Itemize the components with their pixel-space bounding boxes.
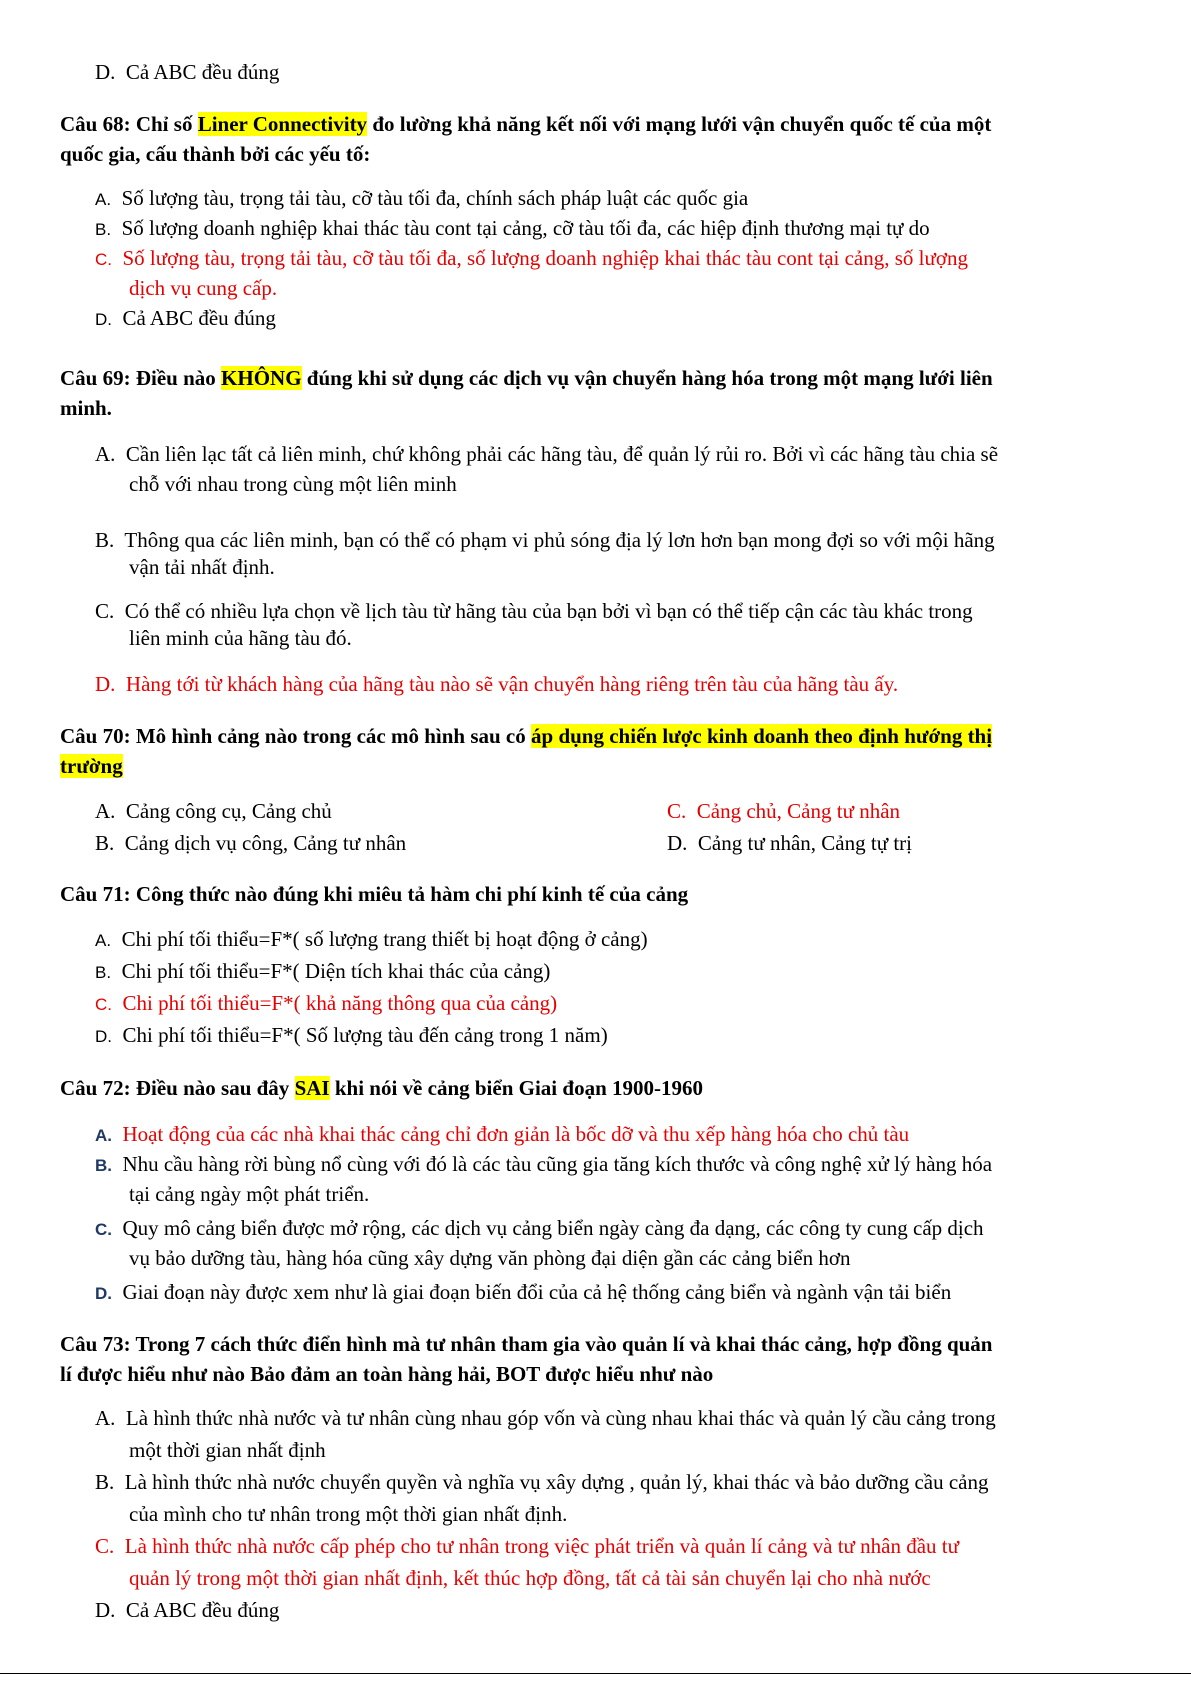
highlighted-text: áp dụng chiến lược kinh doanh theo định hướng thị — [531, 724, 993, 748]
question-73-option-c-cont: quản lý trong một thời gian nhất định, kết thúc hợp đồng, tất cả tài sản chuyển lại cho nhà nước — [129, 1566, 931, 1590]
option-text: Cần liên lạc tất cả liên minh, chứ không phải các hãng tàu, để quản lý rủi ro. Bởi vì các hãng tàu chia sẽ — [125, 442, 999, 466]
option-text: Là hình thức nhà nước chuyển quyền và nghĩa vụ xây dựng , quản lý, khai thác và bảo dưỡng cầu cảng — [124, 1470, 989, 1494]
option-label: C. — [667, 799, 687, 823]
option-text: Có thể có nhiều lựa chọn về lịch tàu từ hãng tàu của bạn bởi vì bạn có thể tiếp cận các tàu khác trong — [124, 599, 973, 623]
question-72-option-a-answer — [95, 1120, 909, 1150]
question-69-option-d-answer — [95, 670, 898, 698]
highlighted-text: KHÔNG — [221, 366, 302, 390]
option-text: Cảng dịch vụ công, Cảng tư nhân — [124, 831, 407, 855]
question-72-option-b — [95, 1150, 992, 1180]
option-label: A. — [95, 442, 116, 466]
question-71-title: Câu 71: Công thức nào đúng khi miêu tả hàm chi phí kinh tế của cảng — [60, 882, 689, 906]
question-73-title: Câu 73: Trong 7 cách thức điển hình mà tư nhân tham gia vào quản lí và khai thác cảng, hợp đồng quản — [60, 1332, 993, 1356]
option-label: A. — [95, 190, 112, 209]
option-label: A. — [95, 799, 116, 823]
highlighted-text: Liner Connectivity — [197, 112, 368, 136]
prev-question-option-d — [95, 58, 279, 86]
option-text: Hoạt động của các nhà khai thác cảng chỉ đơn giản là bốc dỡ và thu xếp hàng hóa cho chủ tàu — [122, 1122, 910, 1146]
option-label: D. — [95, 1027, 112, 1046]
question-71-option-c-answer — [95, 989, 557, 1019]
question-71-option-a — [95, 925, 648, 955]
question-73-option-a — [95, 1404, 996, 1432]
question-73-option-d — [95, 1596, 279, 1624]
option-label: C. — [95, 995, 112, 1014]
option-label: D. — [95, 672, 116, 696]
question-70-option-d — [667, 829, 912, 857]
question-70-option-c-answer — [667, 797, 900, 825]
question-text: đo lường khả năng kết nối với mạng lưới vận chuyển quốc tế của một — [367, 112, 992, 136]
option-label: B. — [95, 1470, 115, 1494]
question-68-option-d — [95, 304, 276, 334]
question-68-option-c-cont: dịch vụ cung cấp. — [129, 276, 278, 300]
question-69-title — [60, 364, 993, 392]
question-69-option-a-cont: chỗ với nhau trong cùng một liên minh — [129, 472, 457, 496]
option-label: B. — [95, 831, 115, 855]
question-68-option-c-answer — [95, 244, 968, 274]
question-71-option-b — [95, 957, 550, 987]
question-72-option-c — [95, 1214, 984, 1244]
question-73-option-a-cont: một thời gian nhất định — [129, 1438, 326, 1462]
question-68-option-b — [95, 214, 930, 244]
highlighted-text: trường — [60, 754, 123, 778]
option-text: Giai đoạn này được xem như là giai đoạn biến đổi của cả hệ thống cảng biển và ngành vận tải biển — [122, 1280, 952, 1304]
option-text: Số lượng tàu, trọng tải tàu, cỡ tàu tối đa, số lượng doanh nghiệp khai thác tàu cont tại cảng, số lượng — [122, 246, 968, 270]
option-label: A. — [95, 1126, 112, 1145]
option-text: Thông qua các liên minh, bạn có thể có phạm vi phủ sóng địa lý lơn hơn bạn mong đợi so với mội hãng — [124, 528, 995, 552]
option-text: Số lượng tàu, trọng tải tàu, cỡ tàu tối đa, chính sách pháp luật các quốc gia — [121, 186, 749, 210]
option-text: Chi phí tối thiểu=F*( Diện tích khai thác của cảng) — [121, 959, 551, 983]
question-text: khi nói về cảng biển Giai đoạn 1900-1960 — [329, 1076, 703, 1100]
question-71-option-d — [95, 1021, 608, 1051]
question-70-title-cont — [60, 752, 123, 780]
option-label: D. — [95, 1598, 116, 1622]
option-label: B. — [95, 1156, 112, 1175]
question-69-option-b-cont: vận tải nhất định. — [129, 555, 275, 579]
question-72-option-d — [95, 1278, 951, 1308]
question-68-title — [60, 110, 991, 138]
option-label: D. — [95, 310, 112, 329]
option-label: B. — [95, 963, 112, 982]
question-72-option-c-cont: vụ bảo dưỡng tàu, hàng hóa cũng xây dựng văn phòng đại diện gần các cảng biển hơn — [129, 1246, 851, 1270]
question-text: đúng khi sử dụng các dịch vụ vận chuyển hàng hóa trong một mạng lưới liên — [301, 366, 993, 390]
option-text: Cả ABC đều đúng — [125, 1598, 280, 1622]
question-69-title-cont: minh. — [60, 396, 112, 420]
option-label: A. — [95, 931, 112, 950]
question-69-option-c — [95, 597, 973, 625]
option-text: Chi phí tối thiểu=F*( Số lượng tàu đến cảng trong 1 năm) — [122, 1023, 608, 1047]
option-text: Chi phí tối thiểu=F*( số lượng trang thiết bị hoạt động ở cảng) — [121, 927, 648, 951]
option-text: Số lượng doanh nghiệp khai thác tàu cont tại cảng, cỡ tàu tối đa, các hiệp định thương mại tự do — [121, 216, 930, 240]
option-label: D. — [95, 60, 116, 84]
option-label: C. — [95, 1534, 115, 1558]
option-text: Là hình thức nhà nước cấp phép cho tư nhân trong việc phát triển và quản lí cảng và tư nhân đầu tư — [124, 1534, 960, 1558]
option-text: Nhu cầu hàng rời bùng nổ cùng với đó là các tàu cũng gia tăng kích thước và công nghệ xử lý hàng hóa — [122, 1152, 993, 1176]
question-text: Câu 70: Mô hình cảng nào trong các mô hình sau có — [60, 724, 532, 748]
option-text: Là hình thức nhà nước và tư nhân cùng nhau góp vốn và cùng nhau khai thác và quản lý cầu cảng trong — [125, 1406, 996, 1430]
question-text: Câu 68: Chỉ số — [60, 112, 198, 136]
option-text: Cảng tư nhân, Cảng tự trị — [697, 831, 912, 855]
option-text: Cảng công cụ, Cảng chủ — [125, 799, 332, 823]
question-73-option-b — [95, 1468, 989, 1496]
option-label: D. — [95, 1284, 112, 1303]
question-72-option-b-cont: tại cảng ngày một phát triển. — [129, 1182, 370, 1206]
question-70-title — [60, 722, 992, 750]
question-72-title — [60, 1074, 703, 1102]
option-label: A. — [95, 1406, 116, 1430]
option-label: C. — [95, 1220, 112, 1239]
option-text: Cả ABC đều đúng — [125, 60, 280, 84]
question-68-title-cont: quốc gia, cấu thành bởi các yếu tố: — [60, 142, 371, 166]
question-69-option-b — [95, 526, 995, 554]
question-text: Câu 72: Điều nào sau đây — [60, 1076, 295, 1100]
question-text: Câu 69: Điều nào — [60, 366, 222, 390]
option-text: Chi phí tối thiểu=F*( khả năng thông qua của cảng) — [122, 991, 558, 1015]
option-text: Quy mô cảng biển được mở rộng, các dịch vụ cảng biển ngày càng đa dạng, các công ty cung cấp dịch — [122, 1216, 984, 1240]
question-73-option-c-answer — [95, 1532, 959, 1560]
option-label: D. — [667, 831, 688, 855]
question-73-option-b-cont: của mình cho tư nhân trong một thời gian nhất định. — [129, 1502, 568, 1526]
option-label: C. — [95, 599, 115, 623]
question-70-option-b — [95, 829, 406, 857]
question-73-title-cont: lí được hiểu như nào Bảo đảm an toàn hàng hải, BOT được hiểu như nào — [60, 1362, 714, 1386]
question-70-option-a — [95, 797, 332, 825]
option-label: C. — [95, 250, 112, 269]
question-68-option-a — [95, 184, 748, 214]
option-text: Cảng chủ, Cảng tư nhân — [696, 799, 901, 823]
option-label: B. — [95, 528, 115, 552]
question-69-option-c-cont: liên minh của hãng tàu đó. — [129, 626, 352, 650]
question-69-option-a — [95, 440, 998, 468]
option-text: Cả ABC đều đúng — [122, 306, 276, 330]
option-text: Hàng tới từ khách hàng của hãng tàu nào sẽ vận chuyển hàng riêng trên tàu của hãng tàu ấy. — [125, 672, 899, 696]
highlighted-text: SAI — [294, 1076, 330, 1100]
option-label: B. — [95, 220, 112, 239]
page-bottom-divider — [0, 1673, 1191, 1674]
